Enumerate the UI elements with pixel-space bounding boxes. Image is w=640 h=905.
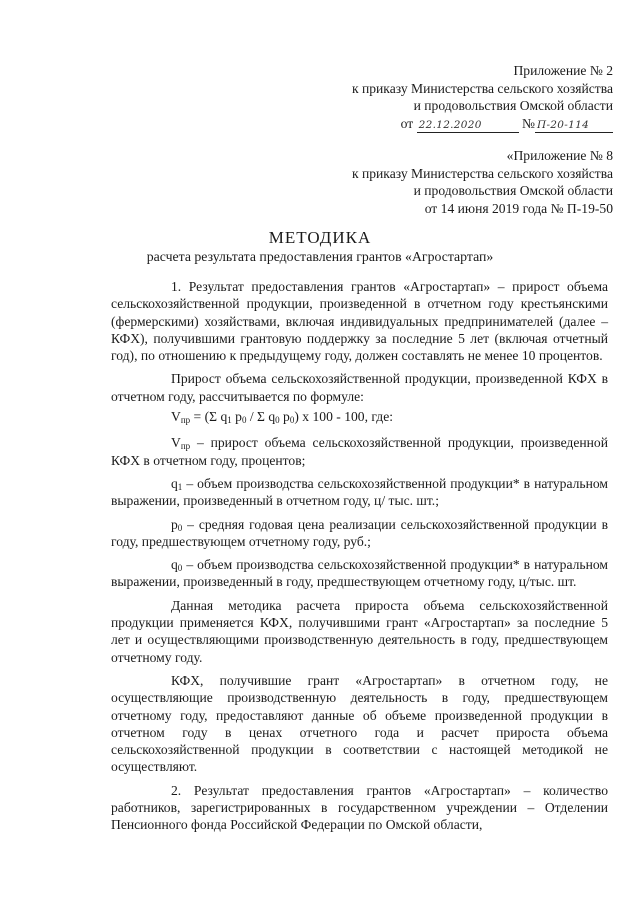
order-ministry-line: к приказу Министерства сельского хозяйства (351, 80, 613, 96)
paragraph-1: 1. Результат предоставления грантов «Агростартап» – прирост объема сельскохозяйственной продукции, произведенной в отчетном году крестьянскими (фермерскими) хозяйствами, включая индивидуальных предпринимателей (далее – КФХ), получившими грантовую поддержку за последние 5 лет (включая отчетный год), по отношению к предыдущему году, должен составлять не менее 10 процентов. (111, 279, 608, 364)
definition-p0: $p_0$ – средняя годовая цена реализации сельскохозяйственной продукции в году, предшествующем отчетному году, руб.; (111, 516, 608, 549)
date-prefix: от (400, 115, 414, 131)
number-prefix: № (522, 115, 535, 131)
definition-q0: $q_0$ – объем производства сельскохозяйственной продукции* в натуральном выражении, произведенный в году, предшествующем отчетному году, ц/тыс. шт. (111, 557, 608, 590)
document-body (111, 278, 608, 836)
paragraph-5: 2. Результат предоставления грантов «Агростартап» – количество работников, зарегистрированных в государственном учреждении – Отделении Пенсионного фонда Российской Федерации по Омской области, (111, 782, 608, 833)
appendix-number: «Приложение № 8 (506, 148, 613, 163)
document-subtitle: расчета результата предоставления грантов «Агростартап» (146, 249, 494, 264)
order-region-line: и продовольствия Омской области (413, 98, 613, 113)
order-ministry-line: к приказу Министерства сельского хозяйства (351, 165, 613, 181)
order-date-number-line (352, 115, 613, 133)
paragraph-4: КФХ, получившие грант «Агростартап» в отчетном году, не осуществляющие производственную деятельность в году, предшествующем отчетному году, предоставляют данные об объеме произведенной продукции в отчетном году в ценах отчетного года и расчет прироста объема сельскохозяйственной продукции в соответствии с настоящей методикой не осуществляют. (111, 672, 608, 775)
appendix-number: Приложение № 2 (513, 63, 613, 78)
order-region-line: и продовольствия Омской области (413, 183, 613, 198)
handwritten-date: 22.12.2020 (417, 117, 519, 133)
handwritten-number: П-20-114 (535, 117, 613, 133)
appendix-header-8 (352, 147, 613, 217)
formula: $V_{пр} = (\Sigma$ $q_1$ $p_0$ / Σ $q_0$ $p_0$) х 100 - 100, где: (171, 409, 394, 426)
paragraph-2: Прирост объема сельскохозяйственной продукции, произведенной КФХ в отчетном году, рассчитывается по формуле: (111, 371, 608, 404)
paragraph-3: Данная методика расчета прироста объема сельскохозяйственной продукции применяется КФХ, получившими грант «Агростартап» за последние 5 лет и осуществляющими производственную деятельность в году, предшествующем отчетному году. (111, 597, 608, 665)
definition-q1: $q_1$ – объем производства сельскохозяйственной продукции* в натуральном выражении, произведенный в отчетном году, ц/ тыс. шт.; (111, 475, 608, 509)
definition-v: $V_{пр}$ – прирост объема сельскохозяйственной продукции, произведенной КФХ в отчетном году, процентов; (111, 435, 608, 468)
appendix-header-2 (352, 62, 613, 133)
document-title: МЕТОДИКА (268, 228, 372, 247)
order-date-line: от 14 июня 2019 года № П-19-50 (424, 200, 613, 216)
